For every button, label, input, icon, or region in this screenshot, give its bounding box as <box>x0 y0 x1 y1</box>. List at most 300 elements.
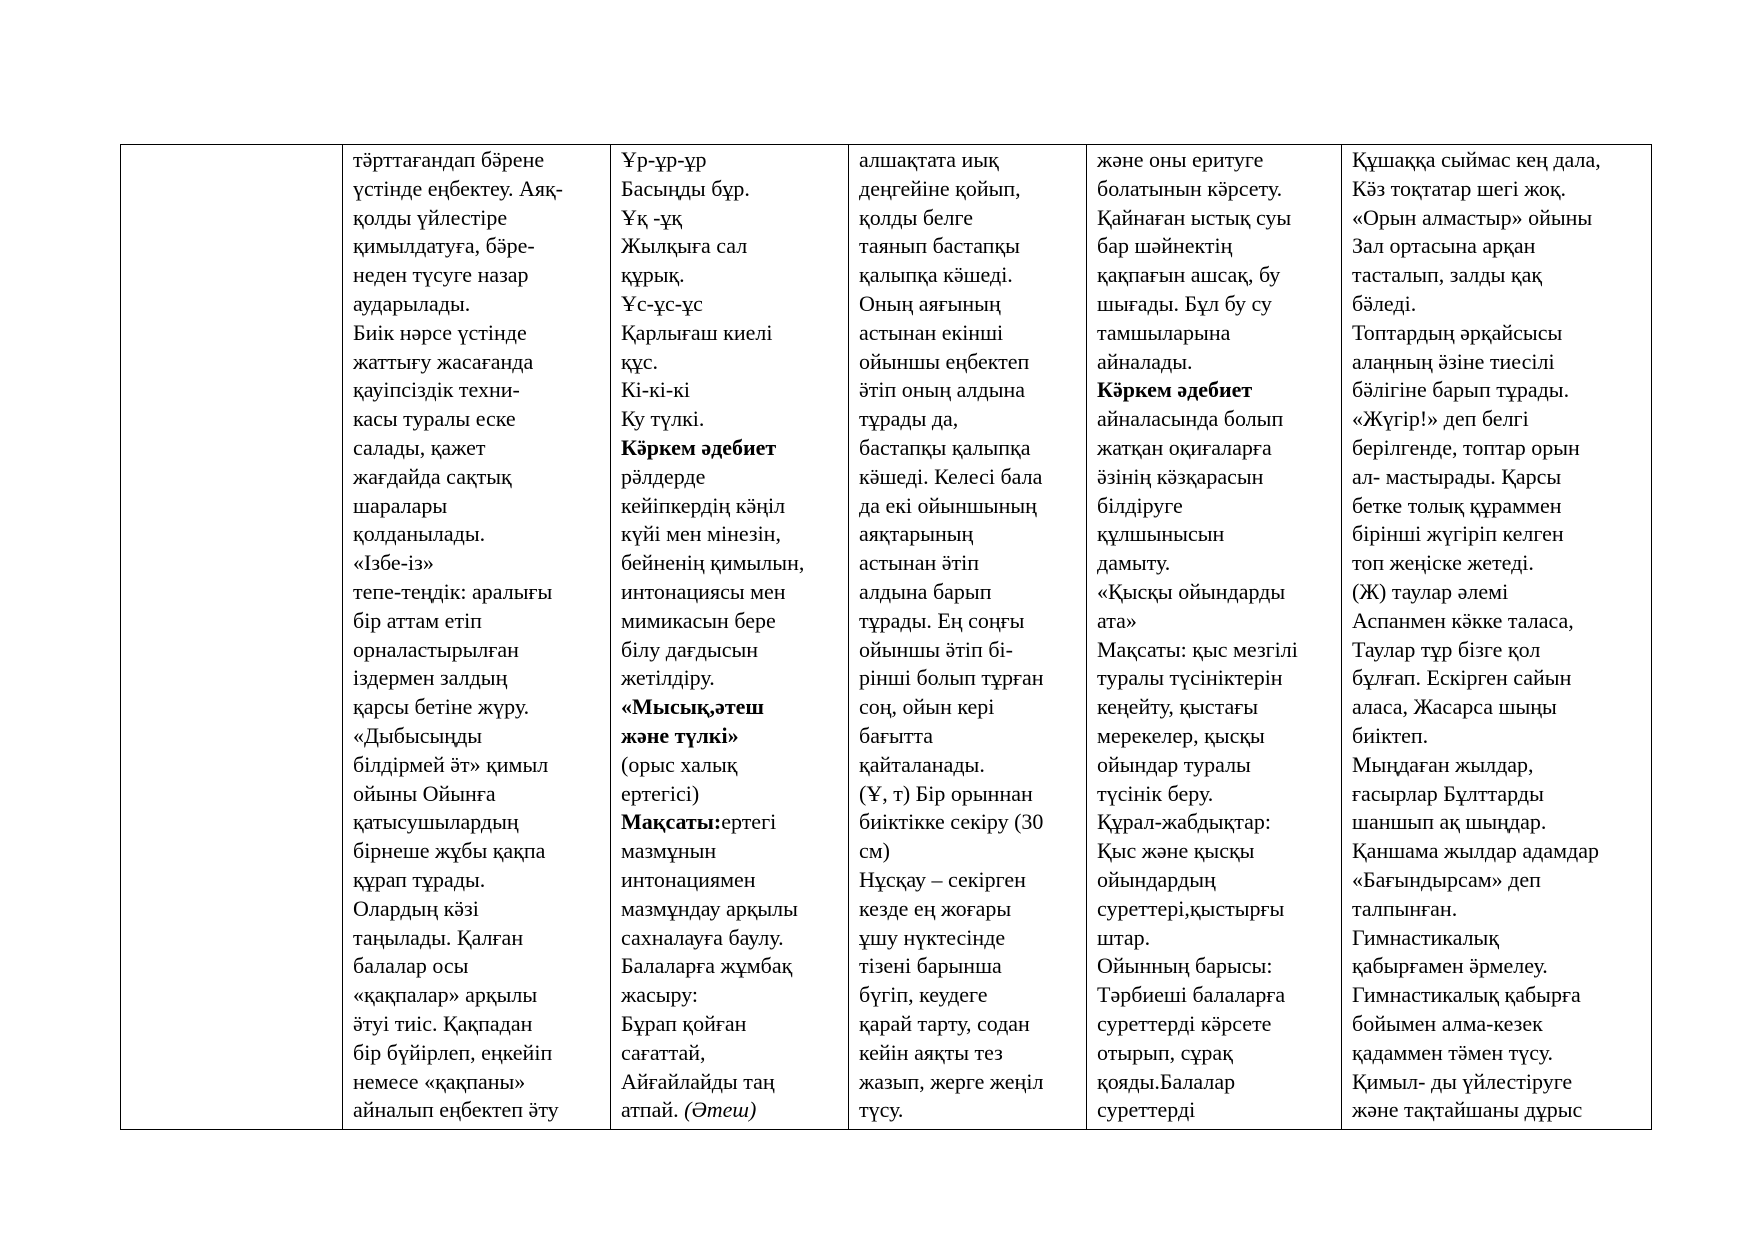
text-segment: тасталып, залды қақ <box>1352 262 1543 288</box>
text-line <box>1352 607 1647 636</box>
text-segment: Қимыл- ды үйлестіруге <box>1352 1068 1573 1094</box>
text-line <box>859 376 1082 405</box>
text-segment: тепе-теңдік: аралығы <box>353 578 553 604</box>
text-segment: айналады. <box>1097 348 1193 374</box>
text-segment: туралы түсініктерін <box>1097 665 1283 691</box>
text-segment: (Әтеш) <box>684 1097 757 1123</box>
text-segment: сахналауға баулу. <box>621 924 784 950</box>
text-segment: Кі-кі-кі <box>621 377 691 403</box>
text-line <box>621 837 844 866</box>
text-segment: бағытта <box>859 722 934 748</box>
text-segment: қайталанады. <box>859 751 985 777</box>
text-line <box>621 549 844 578</box>
text-segment: (орыс халық <box>621 751 738 777</box>
text-line <box>1352 808 1647 837</box>
text-line <box>859 1010 1082 1039</box>
text-line <box>621 866 844 895</box>
text-segment: Құшаққа сыймас кең дала, <box>1352 147 1601 172</box>
text-line <box>621 1010 844 1039</box>
text-line <box>353 751 606 780</box>
text-line <box>859 952 1082 981</box>
text-line <box>621 463 844 492</box>
text-line <box>859 434 1082 463</box>
text-segment: түсінік беру. <box>1097 780 1214 806</box>
text-segment: неден түсуге назар <box>353 262 529 288</box>
text-segment: тұрады. Ең соңғы <box>859 607 1025 633</box>
text-line <box>1097 780 1337 809</box>
text-line <box>1352 232 1647 261</box>
text-segment: аударылады. <box>353 290 471 316</box>
text-line <box>621 232 844 261</box>
text-segment: Ұс-ұс-ұс <box>621 290 703 316</box>
text-line <box>1352 693 1647 722</box>
table-cell-col-5 <box>1087 145 1342 1130</box>
text-segment: алдына барып <box>859 578 992 604</box>
text-line <box>1352 492 1647 521</box>
text-segment: кеңейту, қыстағы <box>1097 694 1259 720</box>
text-segment: шаралары <box>353 492 448 518</box>
text-line <box>353 463 606 492</box>
text-segment: Кӛркем әдебиет <box>621 434 777 460</box>
text-line <box>1352 348 1647 377</box>
text-line <box>859 981 1082 1010</box>
text-line <box>1352 1039 1647 1068</box>
text-segment: тізені барынша <box>859 953 1002 979</box>
text-line <box>1097 549 1337 578</box>
text-segment: Ойынның барысы: <box>1097 953 1273 979</box>
text-line <box>621 319 844 348</box>
text-segment: ойыншы еңбектеп <box>859 348 1030 374</box>
text-line <box>621 664 844 693</box>
text-line <box>621 146 844 175</box>
text-line <box>1097 664 1337 693</box>
text-segment: Аспанмен кӛкке таласа, <box>1352 607 1574 633</box>
table-row <box>121 145 1652 1130</box>
text-line <box>859 232 1082 261</box>
text-segment: ойындар туралы <box>1097 751 1251 777</box>
lesson-plan-table <box>120 144 1652 1130</box>
text-line <box>353 837 606 866</box>
text-segment: жасыру: <box>621 982 699 1008</box>
text-segment: Ұр-ұр-ұр <box>621 147 707 172</box>
text-segment: топ жеңіске жетеді. <box>1352 550 1534 576</box>
text-line <box>1097 463 1337 492</box>
text-segment: және түлкі» <box>621 722 739 748</box>
text-segment: немесе «қақпаны» <box>353 1068 526 1094</box>
text-line <box>1352 175 1647 204</box>
text-line <box>621 693 844 722</box>
text-segment: берілгенде, топтар орын <box>1352 434 1580 460</box>
text-line <box>353 981 606 1010</box>
text-line <box>353 348 606 377</box>
text-segment: Қайнаған ыстық суы <box>1097 204 1292 230</box>
text-segment: білдірмей ӛт» қимыл <box>353 751 549 777</box>
text-line <box>353 952 606 981</box>
text-segment: мазмұндау арқылы <box>621 895 798 921</box>
text-line <box>1352 578 1647 607</box>
text-line <box>1352 520 1647 549</box>
text-segment: қарсы бетіне жүру. <box>353 694 530 720</box>
text-line <box>621 261 844 290</box>
text-segment: және тақтайшаны дұрыс <box>1352 1097 1583 1123</box>
text-segment: аласа, Жасарса шыңы <box>1352 694 1557 720</box>
text-line <box>353 405 606 434</box>
text-line <box>1352 261 1647 290</box>
text-segment: ал- мастырады. Қарсы <box>1352 463 1562 489</box>
text-segment: см) <box>859 838 891 864</box>
text-segment: Гимнастикалық <box>1352 924 1500 950</box>
text-segment: «қақпалар» арқылы <box>353 982 538 1008</box>
text-line <box>621 952 844 981</box>
text-segment: мазмұнын <box>621 838 717 864</box>
text-segment: отырып, сұрақ <box>1097 1039 1233 1065</box>
text-line <box>353 607 606 636</box>
text-line <box>1097 722 1337 751</box>
text-line <box>621 204 844 233</box>
text-segment: қадаммен тӛмен түсу. <box>1352 1039 1554 1065</box>
text-line <box>1097 261 1337 290</box>
text-line <box>1097 405 1337 434</box>
text-line <box>621 348 844 377</box>
text-line <box>1352 549 1647 578</box>
text-segment: таянып бастапқы <box>859 233 1020 259</box>
text-line <box>1352 636 1647 665</box>
text-line <box>859 290 1082 319</box>
text-line <box>859 1039 1082 1068</box>
text-line <box>353 146 606 175</box>
text-segment: Мыңдаған жылдар, <box>1352 751 1534 777</box>
text-line <box>1352 895 1647 924</box>
text-line <box>1352 866 1647 895</box>
text-line <box>1352 780 1647 809</box>
text-segment: соң, ойын кері <box>859 694 995 720</box>
text-segment: Айғайлайды таң <box>621 1068 775 1094</box>
text-line <box>1352 664 1647 693</box>
text-line <box>353 693 606 722</box>
text-segment: таңылады. Қалған <box>353 924 524 950</box>
text-segment: қояды.Балалар <box>1097 1068 1236 1094</box>
text-line <box>353 492 606 521</box>
text-segment: бар шәйнектің <box>1097 233 1233 259</box>
text-segment: «Жүгір!» деп белгі <box>1352 406 1529 432</box>
text-segment: Басыңды бұр. <box>621 175 750 201</box>
text-segment: бойымен алма-кезек <box>1352 1010 1543 1036</box>
text-line <box>621 290 844 319</box>
text-segment: ата» <box>1097 607 1137 633</box>
text-segment: Жылқыға сал <box>621 233 748 259</box>
text-line <box>1352 751 1647 780</box>
text-line <box>353 636 606 665</box>
text-segment: шаншып ақ шыңдар. <box>1352 809 1547 835</box>
text-line <box>1097 837 1337 866</box>
text-segment: суреттерді <box>1097 1097 1196 1123</box>
text-segment: Гимнастикалық қабырға <box>1352 982 1581 1008</box>
text-line <box>621 578 844 607</box>
text-segment: интонациясы мен <box>621 578 786 604</box>
text-segment: Балаларға жұмбақ <box>621 953 793 979</box>
text-segment: айналып еңбектеп ӛту <box>353 1097 559 1123</box>
text-segment: құрап тұрады. <box>353 866 486 892</box>
text-segment: «Орын алмастыр» ойыны <box>1352 204 1593 230</box>
text-segment: балалар осы <box>353 953 469 979</box>
text-segment: ойындардың <box>1097 866 1216 892</box>
text-line <box>859 837 1082 866</box>
text-line <box>621 722 844 751</box>
text-line <box>353 520 606 549</box>
text-segment: ӛтіп оның алдына <box>859 377 1026 403</box>
text-line <box>353 866 606 895</box>
text-segment: ойыншы ӛтіп бі- <box>859 636 1013 662</box>
text-line <box>1352 1096 1647 1125</box>
text-line <box>621 434 844 463</box>
text-segment: шығады. Бұл бу су <box>1097 290 1272 316</box>
text-segment: Нұсқау – секірген <box>859 866 1026 892</box>
table-cell-col-4 <box>849 145 1087 1130</box>
text-line <box>621 751 844 780</box>
text-line <box>621 1039 844 1068</box>
text-line <box>1097 520 1337 549</box>
text-line <box>859 607 1082 636</box>
text-segment: білдіруге <box>1097 492 1183 518</box>
text-line <box>1097 434 1337 463</box>
text-segment: жаттығу жасағанда <box>353 348 534 374</box>
text-line <box>621 636 844 665</box>
text-segment: күйі мен мінезін, <box>621 521 781 547</box>
text-segment: рінші болып тұрған <box>859 665 1044 691</box>
text-line <box>1352 981 1647 1010</box>
text-segment: «Бағындырсам» деп <box>1352 866 1541 892</box>
text-segment: ӛзінің кӛзқарасын <box>1097 463 1264 489</box>
text-line <box>621 924 844 953</box>
text-segment: жетілдіру. <box>621 665 715 691</box>
text-segment: ғасырлар Бұлттарды <box>1352 780 1544 806</box>
text-line <box>859 924 1082 953</box>
text-segment: үстінде еңбектеу. Аяқ- <box>353 175 563 201</box>
text-segment: ӛтуі тиіс. Қақпадан <box>353 1010 533 1036</box>
text-segment: қақпағын ашсақ, бу <box>1097 262 1281 288</box>
text-line <box>353 232 606 261</box>
text-line <box>859 895 1082 924</box>
text-line <box>1352 204 1647 233</box>
text-segment: Биік нәрсе үстінде <box>353 319 527 345</box>
text-line <box>1097 607 1337 636</box>
text-line <box>859 261 1082 290</box>
text-segment: Бұрап қойған <box>621 1010 747 1036</box>
text-line <box>859 463 1082 492</box>
text-segment: ойыны Ойынға <box>353 780 496 806</box>
text-segment: астынан ӛтіп <box>859 550 980 576</box>
text-segment: «Ізбе-із» <box>353 550 434 576</box>
text-segment: Кӛркем әдебиет <box>1097 377 1253 403</box>
text-line <box>859 693 1082 722</box>
text-segment: қалыпқа кӛшеді. <box>859 262 1013 288</box>
text-line <box>1097 895 1337 924</box>
text-segment: бӛлігіне барып тұрады. <box>1352 377 1570 403</box>
text-segment: салады, қажет <box>353 434 486 460</box>
text-line <box>621 895 844 924</box>
text-segment: кейіпкердің кӛңіл <box>621 492 786 518</box>
text-segment: кӛшеді. Келесі бала <box>859 463 1043 489</box>
text-segment: «Қысқы ойындарды <box>1097 578 1286 604</box>
text-line <box>353 924 606 953</box>
text-line <box>621 981 844 1010</box>
table-cell-col-6 <box>1342 145 1652 1130</box>
text-line <box>621 1096 844 1125</box>
text-line <box>859 866 1082 895</box>
text-line <box>859 175 1082 204</box>
text-segment: Ұқ -ұқ <box>621 204 683 230</box>
text-segment: жағдайда сақтық <box>353 463 512 489</box>
text-segment: ертегісі) <box>621 780 700 806</box>
text-segment: Құрал-жабдықтар: <box>1097 809 1271 835</box>
text-segment: алшақтата иық <box>859 147 999 172</box>
text-segment: түсу. <box>859 1097 904 1123</box>
text-segment: ертегі <box>721 809 777 835</box>
text-line <box>859 1068 1082 1097</box>
text-segment: бұлғап. Ескірген сайын <box>1352 665 1572 691</box>
text-line <box>1352 290 1647 319</box>
text-line <box>859 405 1082 434</box>
text-line <box>859 636 1082 665</box>
text-segment: қатысушылардың <box>353 809 519 835</box>
text-segment: Олардың кӛзі <box>353 895 479 921</box>
text-line <box>1097 578 1337 607</box>
text-segment: орналастырылған <box>353 636 519 662</box>
text-segment: Қыс және қысқы <box>1097 838 1255 864</box>
text-segment: бастапқы қалыпқа <box>859 434 1031 460</box>
text-line <box>1097 1039 1337 1068</box>
text-line <box>621 492 844 521</box>
text-line <box>859 664 1082 693</box>
text-line <box>1097 1010 1337 1039</box>
text-line <box>859 348 1082 377</box>
text-line <box>1097 981 1337 1010</box>
text-segment: биіктікке секіру (30 <box>859 809 1044 835</box>
text-segment: тӛрттағандап бӛрене <box>353 147 545 172</box>
text-line <box>859 492 1082 521</box>
text-segment: бӛледі. <box>1352 290 1417 316</box>
text-segment: суреттері,қыстырғы <box>1097 895 1285 921</box>
text-line <box>621 607 844 636</box>
text-line <box>621 376 844 405</box>
text-segment: құрық. <box>621 262 685 288</box>
table-cell-col-2 <box>343 145 611 1130</box>
text-line <box>1097 319 1337 348</box>
text-line <box>353 1039 606 1068</box>
text-segment: Оның аяғының <box>859 290 1001 316</box>
text-segment: бірнеше жұбы қақпа <box>353 838 546 864</box>
text-line <box>1352 405 1647 434</box>
text-segment: «Мысық,әтеш <box>621 694 764 720</box>
text-line <box>1097 952 1337 981</box>
text-segment: атпай. <box>621 1097 685 1123</box>
text-line <box>859 808 1082 837</box>
text-line <box>1097 146 1337 175</box>
text-line <box>859 578 1082 607</box>
text-segment: бүгіп, кеудеге <box>859 982 988 1008</box>
text-segment: Тәрбиеші балаларға <box>1097 982 1286 1008</box>
text-line <box>1097 204 1337 233</box>
text-line <box>353 1068 606 1097</box>
text-line <box>621 1068 844 1097</box>
text-segment: интонациямен <box>621 866 756 892</box>
text-segment: рӛлдерде <box>621 463 706 489</box>
text-segment: суреттерді кӛрсете <box>1097 1010 1272 1036</box>
text-line <box>1097 348 1337 377</box>
text-segment: касы туралы еске <box>353 406 516 432</box>
text-segment: болатынын кӛрсету. <box>1097 175 1283 201</box>
text-line <box>353 722 606 751</box>
text-segment: қимылдатуға, бӛре- <box>353 233 535 259</box>
text-line <box>353 376 606 405</box>
text-line <box>859 146 1082 175</box>
text-segment: мимикасын бере <box>621 607 776 633</box>
table-cell-col-3 <box>611 145 849 1130</box>
text-line <box>1352 434 1647 463</box>
text-segment: штар. <box>1097 924 1151 950</box>
text-line <box>621 175 844 204</box>
text-segment: Топтардың әрқайсысы <box>1352 319 1563 345</box>
text-segment: Мақсаты: қыс мезгілі <box>1097 636 1298 662</box>
text-line <box>1097 808 1337 837</box>
text-segment: мерекелер, қысқы <box>1097 722 1265 748</box>
text-line <box>353 664 606 693</box>
text-segment: құлшынысын <box>1097 521 1225 547</box>
text-line <box>1352 952 1647 981</box>
text-line <box>621 405 844 434</box>
text-line <box>353 549 606 578</box>
text-line <box>353 780 606 809</box>
text-segment: алаңның ӛзіне тиесілі <box>1352 348 1555 374</box>
text-segment: талпынған. <box>1352 895 1458 921</box>
text-segment: Ку түлкі. <box>621 406 705 432</box>
text-line <box>353 204 606 233</box>
text-line <box>859 319 1082 348</box>
text-segment: Қаншама жылдар адамдар <box>1352 838 1599 864</box>
text-line <box>353 261 606 290</box>
text-segment: биіктеп. <box>1352 722 1429 748</box>
text-segment: Мақсаты: <box>621 809 722 835</box>
text-segment: (Ұ, т) Бір орыннан <box>859 780 1033 806</box>
text-line <box>1352 924 1647 953</box>
text-line <box>353 319 606 348</box>
text-segment: бетке толық құраммен <box>1352 492 1562 518</box>
table-cell-col-1 <box>121 145 343 1130</box>
text-line <box>1352 722 1647 751</box>
text-segment: қауіпсіздік техни- <box>353 377 520 403</box>
text-segment: деңгейіне қойып, <box>859 175 1021 201</box>
text-segment: қолды үйлестіре <box>353 204 508 230</box>
text-line <box>1352 837 1647 866</box>
text-line <box>1097 492 1337 521</box>
text-line <box>1097 636 1337 665</box>
text-segment: «Дыбысыңды <box>353 722 483 748</box>
text-segment: қабырғамен ӛрмелеу. <box>1352 953 1548 979</box>
text-segment: Қарлығаш киелі <box>621 319 773 345</box>
text-segment: жатқан оқиғаларға <box>1097 434 1272 460</box>
text-line <box>1352 1068 1647 1097</box>
text-segment: аяқтарының <box>859 521 974 547</box>
text-segment: және оны еритуге <box>1097 147 1264 172</box>
text-line <box>1352 1010 1647 1039</box>
text-line <box>353 1010 606 1039</box>
text-line <box>1097 1068 1337 1097</box>
text-line <box>1352 146 1647 175</box>
text-segment: (Ж) таулар әлемі <box>1352 578 1509 604</box>
text-line <box>353 578 606 607</box>
text-line <box>859 722 1082 751</box>
text-segment: бейненің қимылын, <box>621 550 805 576</box>
